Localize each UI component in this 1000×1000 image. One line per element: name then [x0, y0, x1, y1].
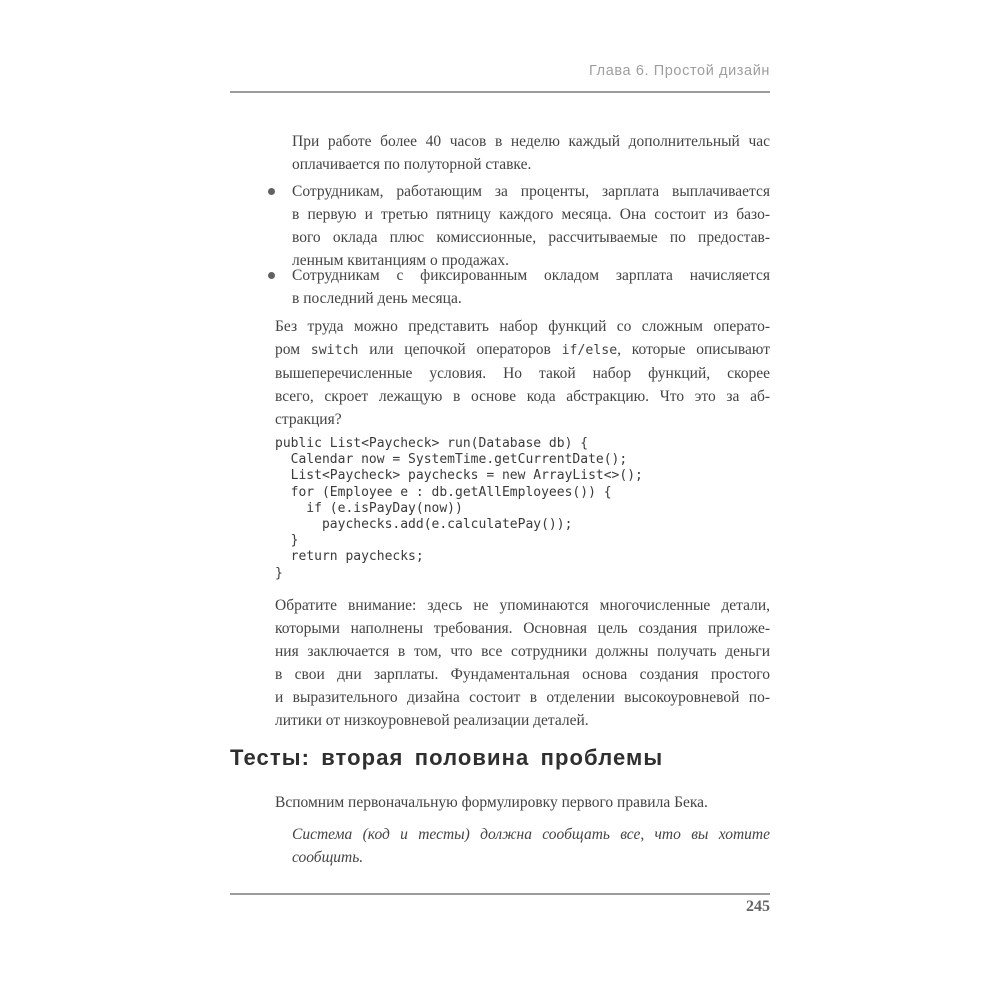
- text-line: сообщить.: [292, 849, 364, 866]
- inline-code: if/else: [561, 343, 618, 358]
- code-line: }: [275, 533, 299, 549]
- bullet-item-salaried: [230, 264, 770, 310]
- text-line: в первую и третью пятницу каждого месяца. Она состоит из базо-: [292, 206, 770, 223]
- text-segment: , которые описывают: [617, 341, 770, 358]
- text-line: всего, скроет лежащую в основе кода абстракцию. Что это за аб-: [275, 388, 770, 405]
- text-line: вышеперечисленные условия. Но такой набор функций, скорее: [275, 365, 770, 382]
- paragraph-notice: [230, 594, 770, 732]
- text-line: в свои дни зарплаты. Фундаментальная основа создания простого: [275, 666, 770, 683]
- inline-code: switch: [310, 343, 359, 358]
- paragraph-design: [230, 315, 770, 431]
- text-segment: или цепочкой операторов: [358, 341, 562, 358]
- text-line: литики от низкоуровневой реализации деталей.: [275, 712, 589, 729]
- text-line: Вспомним первоначальную формулировку первого правила Бека.: [275, 794, 708, 811]
- paragraph-beck-intro: [230, 791, 770, 814]
- code-line: paychecks.add(e.calculatePay());: [275, 517, 573, 533]
- bullet-item-commission: [230, 180, 770, 272]
- text-segment: ром: [275, 341, 311, 358]
- text-line: При работе более 40 часов в неделю каждый дополнительный час: [292, 133, 770, 150]
- running-head: Глава 6. Простой дизайн: [589, 63, 770, 79]
- code-line: List<Paycheck> paychecks = new ArrayList<>();: [275, 468, 643, 484]
- code-line: if (e.isPayDay(now)): [275, 500, 463, 516]
- code-line: return paychecks;: [275, 549, 424, 565]
- code-line: public List<Paycheck> run(Database db) {: [275, 436, 589, 451]
- bullet-icon: [268, 188, 275, 195]
- text-line: Сотрудникам, работающим за проценты, зарплата выплачивается: [292, 183, 770, 200]
- text-line: Сотрудникам с фиксированным окладом зарплата начисляется: [292, 267, 770, 284]
- footer-rule: [230, 893, 770, 895]
- text-line: которыми наполнены требования. Основная цель создания приложе-: [275, 620, 770, 637]
- page-number: 245: [746, 898, 770, 915]
- code-line: for (Employee e : db.getAllEmployees()) {: [275, 484, 612, 500]
- code-block: [275, 436, 770, 582]
- text-line: Система (код и тесты) должна сообщать все, что вы хотите: [292, 826, 770, 843]
- text-line: Обратите внимание: здесь не упоминаются многочисленные детали,: [275, 597, 770, 614]
- bullet-icon: [268, 272, 275, 279]
- text-line: [275, 338, 770, 362]
- block-quote: [230, 823, 770, 869]
- text-line: ния заключается в том, что все сотрудники должны получать деньги: [275, 643, 770, 660]
- text-line: стракция?: [275, 411, 342, 428]
- text-line: вого оклада плюс комиссионные, рассчитываемые по предостав-: [292, 229, 770, 246]
- text-line: в последний день месяца.: [292, 290, 462, 307]
- paragraph-overtime: [230, 130, 770, 176]
- text-line: оплачивается по полуторной ставке.: [292, 156, 532, 173]
- text-line: и выразительного дизайна состоит в отделении высокоуровневой по-: [275, 689, 770, 706]
- section-heading: Тесты: вторая половина проблемы: [230, 745, 664, 770]
- code-line: }: [275, 565, 283, 581]
- text-line: Без труда можно представить набор функций со сложным операто-: [275, 318, 770, 335]
- code-line: Calendar now = SystemTime.getCurrentDate();: [275, 452, 628, 468]
- header-rule: [230, 91, 770, 93]
- text-line: ленным квитанциям о продажах.: [292, 252, 509, 269]
